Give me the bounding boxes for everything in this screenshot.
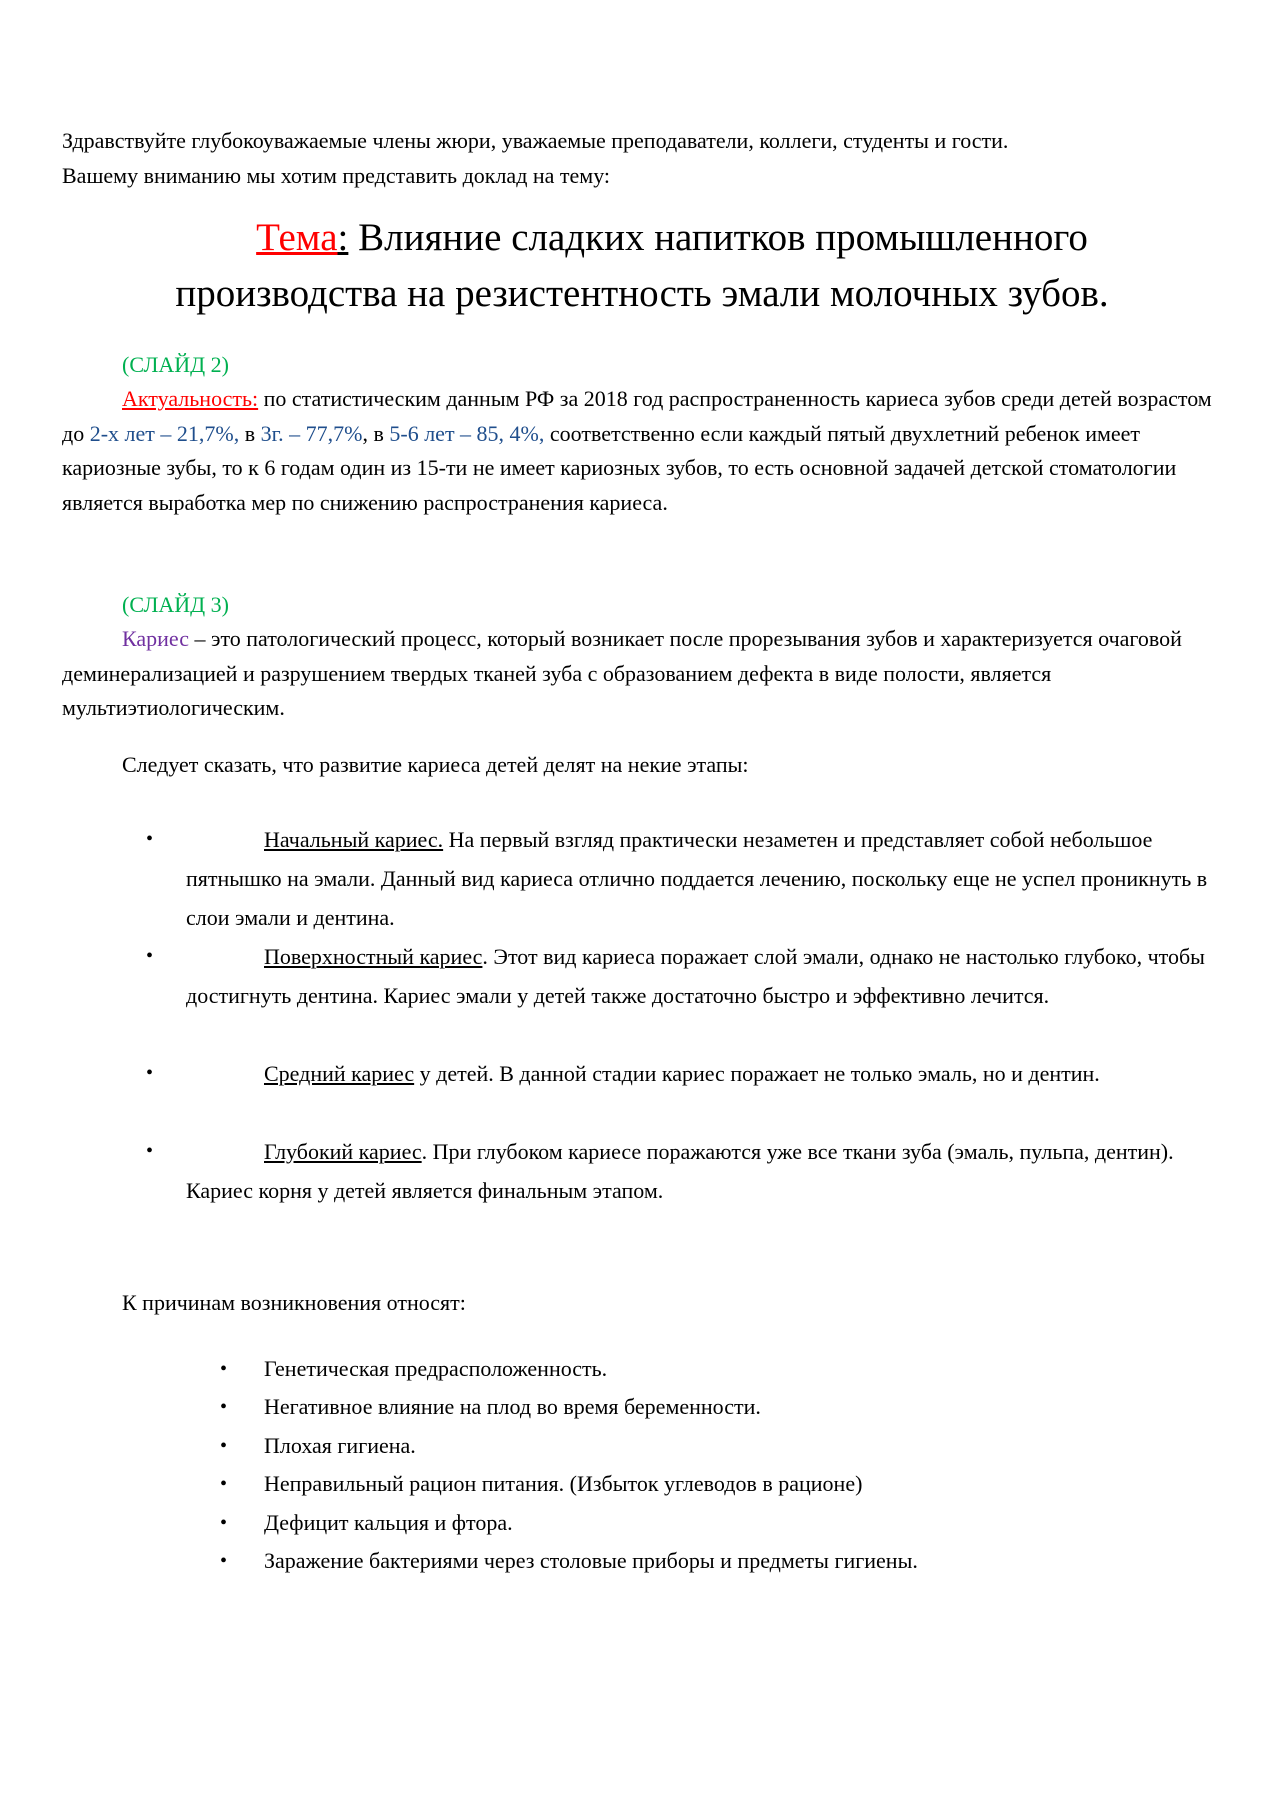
title-colon: : [337, 216, 349, 259]
stage-text: у детей. В данной стадии кариес поражает не только эмаль, но и дентин. [414, 1061, 1100, 1086]
title-label: Тема [256, 216, 338, 259]
stage-item [62, 820, 1222, 937]
cause-text: Неправильный рацион питания. (Избыток углеводов в рационе) [264, 1471, 863, 1496]
stages-intro: Следует сказать, что развитие кариеса детей делят на некие этапы: [122, 752, 749, 777]
cause-text: Дефицит кальция и фтора. [264, 1510, 513, 1535]
relevance-paragraph [62, 382, 1222, 520]
stage-name: Поверхностный кариес [264, 944, 483, 969]
stage-name: Средний кариес [264, 1061, 415, 1086]
bullet-icon: • [220, 1550, 228, 1572]
causes-intro: К причинам возникновения относят: [122, 1290, 466, 1315]
cause-item [62, 1350, 1222, 1389]
caries-term: Кариес [122, 626, 189, 651]
intro-paragraph [62, 124, 1222, 193]
caries-definition-paragraph [62, 622, 1222, 726]
caries-definition: – это патологический процесс, который возникает после прорезывания зубов и характеризуется очаговой деминерализацией и разрушением твердых тканей зуба с образованием дефекта в виде полости, является мультиэтиологическим. [62, 626, 1182, 720]
cause-item [62, 1388, 1222, 1427]
title-line-2: производства на резистентность эмали молочных зубов. [175, 272, 1109, 315]
cause-text: Заражение бактериями через столовые приборы и предметы гигиены. [264, 1548, 918, 1573]
stat-age-2: 2-х лет – 21,7%, [89, 420, 240, 446]
relevance-text-d: соответственно если каждый пятый двухлетний ребенок имеет кариозные зубы, то к 6 годам один из 15-ти не имеет кариозных зубов, то есть основной задачей детской стоматологии является выработка мер по снижению распространения кариеса. [62, 420, 1177, 515]
stat-age-5-6: 5-6 лет – 85, 4%, [389, 420, 545, 446]
stage-text: . При глубоком кариесе поражаются уже все ткани зуба (эмаль, пульпа, дентин). Кариес корня у детей является финальным этапом. [186, 1139, 1174, 1203]
stat-age-3: 3г. – 77,7% [260, 420, 363, 446]
slide-2-marker: (СЛАЙД 2) [122, 352, 229, 377]
cause-item [62, 1504, 1222, 1543]
intro-line-1: Здравствуйте глубокоуважаемые члены жюри, уважаемые преподаватели, коллеги, студенты и гости. [62, 128, 1009, 153]
stage-item [62, 937, 1222, 1015]
cause-text: Негативное влияние на плод во время беременности. [264, 1394, 761, 1419]
relevance-text-a: по статистическим данным РФ за 2018 год распространенность кариеса зубов среди детей возрастом до [62, 386, 1212, 446]
bullet-icon: • [146, 828, 154, 850]
stage-name: Глубокий кариес [264, 1139, 422, 1164]
relevance-heading: Актуальность: [122, 386, 259, 411]
document-title [62, 210, 1222, 322]
stage-name: Начальный кариес. [264, 827, 444, 852]
cause-item [62, 1427, 1222, 1466]
title-line-1: Влияние сладких напитков промышленного [348, 216, 1088, 259]
stage-item [62, 1054, 1222, 1093]
relevance-text-c: , в [362, 420, 390, 446]
bullet-icon: • [146, 945, 154, 967]
bullet-icon: • [220, 1435, 228, 1457]
bullet-icon: • [220, 1358, 228, 1380]
cause-item [62, 1542, 1222, 1581]
stage-text: На первый взгляд практически незаметен и представляет собой небольшое пятнышко на эмали. Данный вид кариеса отлично поддается лечению, поскольку еще не успел проникнуть в слои эмали и дентина. [186, 827, 1208, 930]
stage-item [62, 1132, 1222, 1210]
bullet-icon: • [220, 1473, 228, 1495]
cause-item [62, 1465, 1222, 1504]
relevance-text-b: в [239, 420, 261, 446]
bullet-icon: • [220, 1396, 228, 1418]
stage-text: . Этот вид кариеса поражает слой эмали, однако не настолько глубоко, чтобы достигнуть дентина. Кариес эмали у детей также достаточно быстро и эффективно лечится. [186, 944, 1205, 1008]
bullet-icon: • [146, 1140, 154, 1162]
slide-3-marker: (СЛАЙД 3) [122, 592, 229, 617]
bullet-icon: • [146, 1062, 154, 1084]
bullet-icon: • [220, 1512, 228, 1534]
cause-text: Плохая гигиена. [264, 1433, 416, 1458]
cause-text: Генетическая предрасположенность. [264, 1356, 608, 1381]
intro-line-2: Вашему вниманию мы хотим представить доклад на тему: [62, 162, 611, 188]
